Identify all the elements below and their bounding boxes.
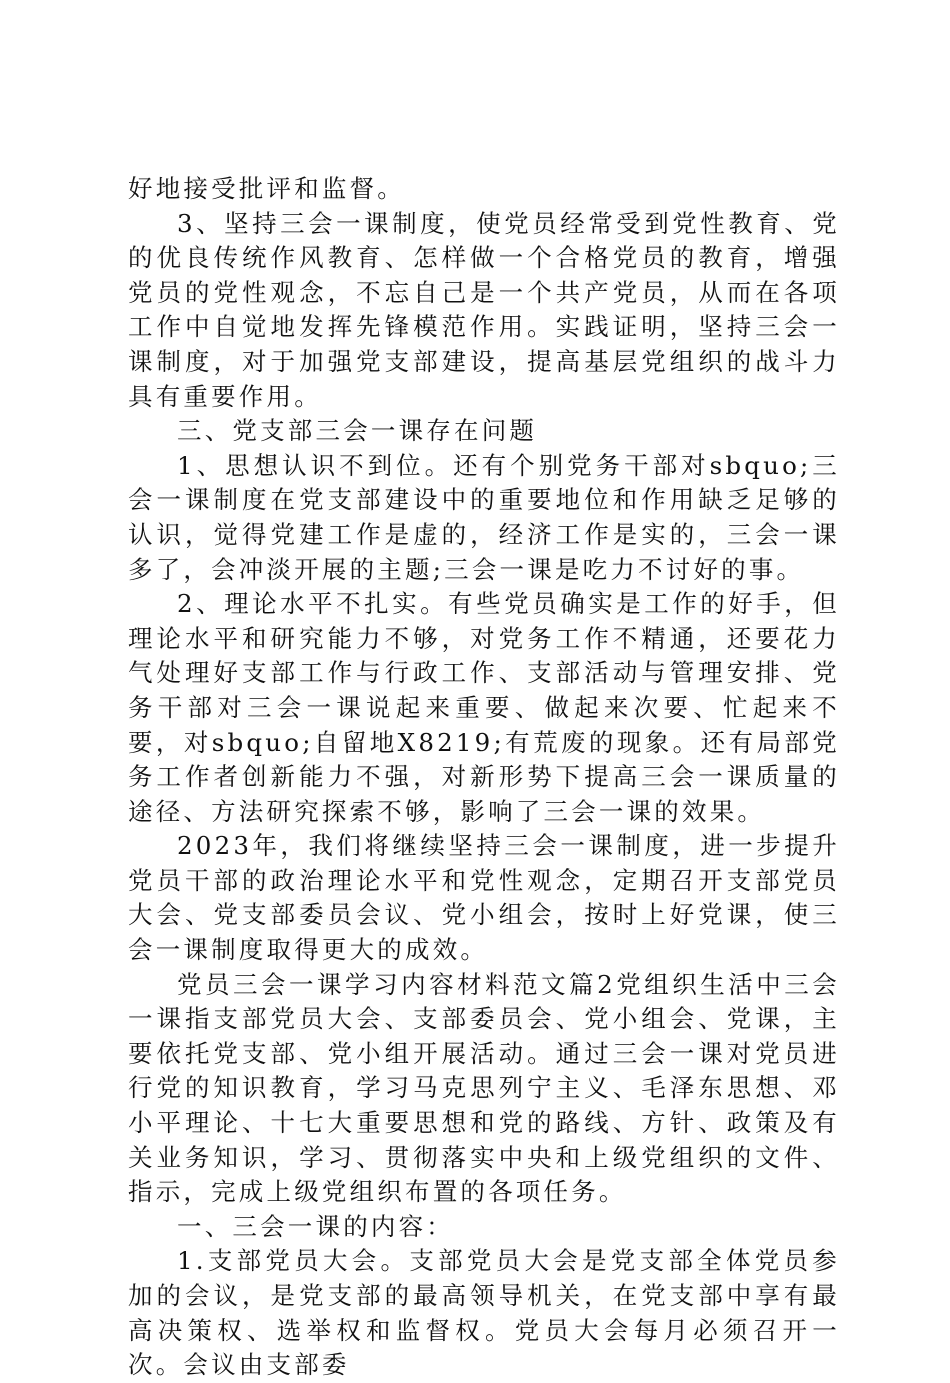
paragraph-2023-plan: 2023年，我们将继续坚持三会一课制度，进一步提升党员干部的政治理论水平和党性观念，定期召开支部党员大会、党支部委员会议、党小组会，按时上好党课，使三会一课制度取得更大的成效。	[128, 831, 840, 965]
document-body	[128, 172, 840, 1383]
paragraph-branch-meeting: 1.支部党员大会。支部党员大会是党支部全体党员参加的会议，是党支部的最高领导机关，在党支部中享有最高决策权、选举权和监督权。党员大会每月必须召开一次。会议由支部委	[128, 1246, 840, 1380]
paragraph-continuation: 好地接受批评和监督。	[128, 174, 405, 203]
paragraph-article-2-intro: 党员三会一课学习内容材料范文篇2党组织生活中三会一课指支部党员大会、支部委员会、党小组会、党课，主要依托党支部、党小组开展活动。通过三会一课对党员进行党的知识教育，学习马克思列宁主义、毛泽东思想、邓小平理论、十七大重要思想和党的路线、方针、政策及有关业务知识，学习、贯彻落实中央和上级党组织的文件、指示，完成上级党组织布置的各项任务。	[128, 969, 840, 1207]
section-heading-content: 一、三会一课的内容：	[177, 1211, 454, 1241]
section-heading-problems: 三、党支部三会一课存在问题	[177, 416, 538, 446]
paragraph-point-3: 3、坚持三会一课制度，使党员经常受到党性教育、党的优良传统作风教育、怎样做一个合格党员的教育，增强党员的党性观念，不忘自己是一个共产党员，从而在各项工作中自觉地发挥先锋模范作用。实践证明，坚持三会一课制度，对于加强党支部建设，提高基层党组织的战斗力具有重要作用。	[128, 208, 840, 411]
paragraph-problem-1: 1、思想认识不到位。还有个别党务干部对sbquo;三会一课制度在党支部建设中的重要地位和作用缺乏足够的认识，觉得党建工作是虚的，经济工作是实的，三会一课多了，会冲淡开展的主题;三会一课是吃力不讨好的事。	[128, 450, 840, 584]
paragraph-problem-2: 2、理论水平不扎实。有些党员确实是工作的好手，但理论水平和研究能力不够，对党务工作不精通，还要花力气处理好支部工作与行政工作、支部活动与管理安排、党务干部对三会一课说起来重要、做起来次要、忙起来不要，对sbquo;自留地X8219;有荒废的现象。还有局部党务工作者创新能力不强，对新形势下提高三会一课质量的途径、方法研究探索不够，影响了三会一课的效果。	[128, 589, 840, 826]
